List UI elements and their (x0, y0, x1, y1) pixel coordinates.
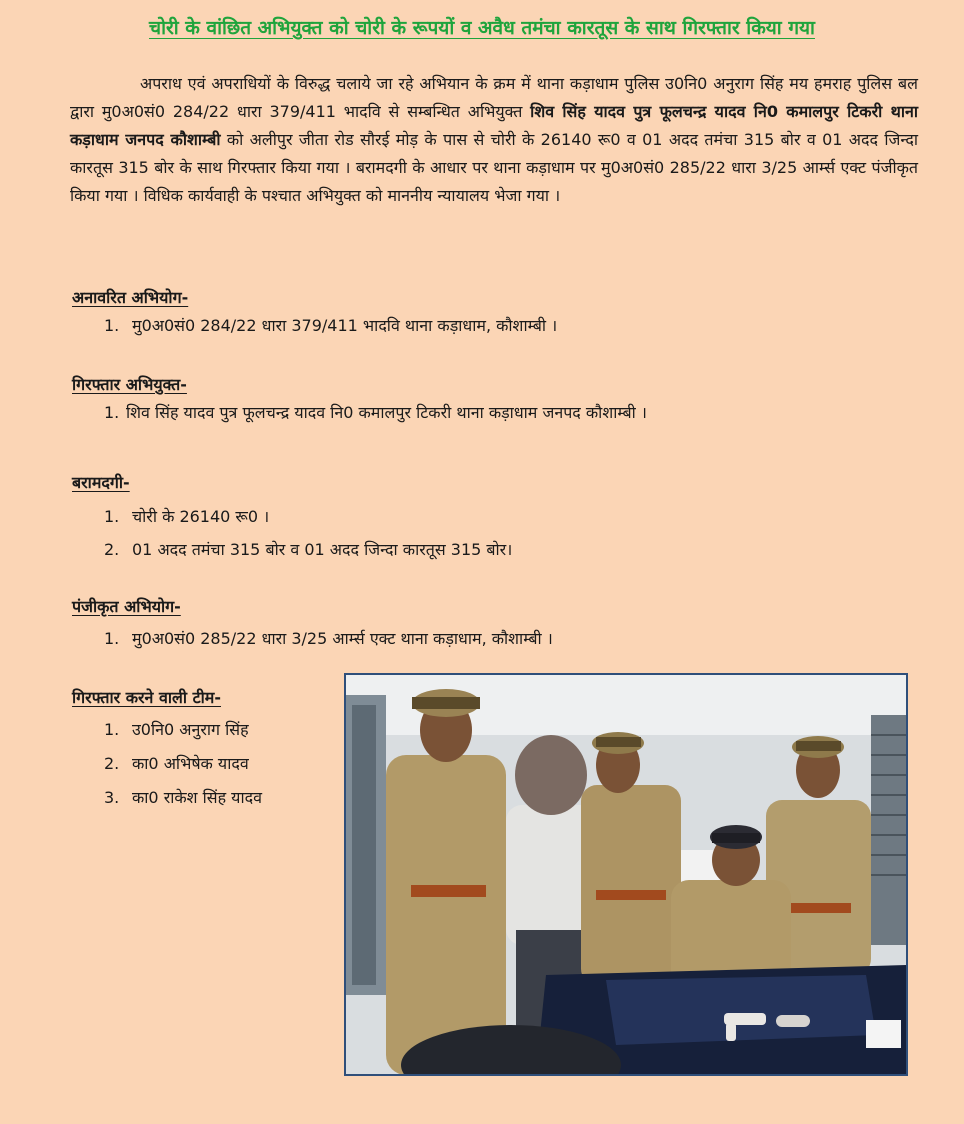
accused-name-bold: शिव सिंह यादव पुत्र फूलचन्द्र यादव नि0 कमालपुर टिकरी थाना कड़ाधाम जनपद कौशाम्बी (70, 102, 918, 149)
intro-text-1: अपराध एवं अपराधियों के विरुद्ध चलाये जा रहे अभियान के क्रम में थाना कड़ाधाम पुलिस उ0नि0 अनुराग सिंह मय हमराह पुलिस बल द्वारा मु0अ0सं0 284/22 धारा 379/411 भादवि से सम्बन्धित अभियुक्त (70, 74, 918, 121)
list-item: 2. का0 अभिषेक यादव (104, 754, 249, 773)
list-item: 1. उ0नि0 अनुराग सिंह (104, 720, 249, 739)
list-item: 2. 01 अदद तमंचा 315 बोर व 01 अदद जिन्दा कारतूस 315 बोर। (104, 540, 513, 559)
list-item: 1. शिव सिंह यादव पुत्र फूलचन्द्र यादव नि0 कमालपुर टिकरी थाना कड़ाधाम जनपद कौशाम्बी । (104, 403, 647, 422)
heading-recovery: बरामदगी- (72, 473, 130, 492)
list-item: 1. चोरी के 26140 रू0 । (104, 507, 270, 526)
arrest-photo (344, 673, 908, 1076)
page-title: चोरी के वांछित अभियुक्त को चोरी के रूपयों व अवैध तमंचा कारतूस के साथ गिरफ्तार किया गया (149, 17, 815, 39)
list-item: 1. मु0अ0सं0 284/22 धारा 379/411 भादवि थाना कड़ाधाम, कौशाम्बी । (104, 316, 558, 335)
intro-text-2: को अलीपुर जीता रोड सौरई मोड़ के पास से चोरी के 26140 रू0 व 01 अदद तमंचा 315 बोर व 01 अदद जिन्दा कारतूस 315 बोर के साथ गिरफ्तार किया गया । बरामदगी के आधार पर थाना कड़ाधाम पर मु0अ0सं0 285/22 धारा 3/25 आर्म्स एक्ट पंजीकृत किया गया । विधिक कार्यवाही के पश्चात अभियुक्त को माननीय न्यायालय भेजा गया । (70, 130, 918, 205)
heading-registered-case: पंजीकृत अभियोग- (72, 597, 181, 616)
heading-arrested-accused: गिरफ्तार अभियुक्त- (72, 375, 187, 394)
list-item: 3. का0 राकेश सिंह यादव (104, 788, 262, 807)
heading-disclosed-case: अनावरित अभियोग- (72, 288, 189, 307)
intro-paragraph (70, 70, 918, 210)
list-item: 1. मु0अ0सं0 285/22 धारा 3/25 आर्म्स एक्ट थाना कड़ाधाम, कौशाम्बी । (104, 629, 553, 648)
arrest-photo-illustration (346, 675, 906, 1074)
heading-arresting-team: गिरफ्तार करने वाली टीम- (72, 688, 221, 707)
